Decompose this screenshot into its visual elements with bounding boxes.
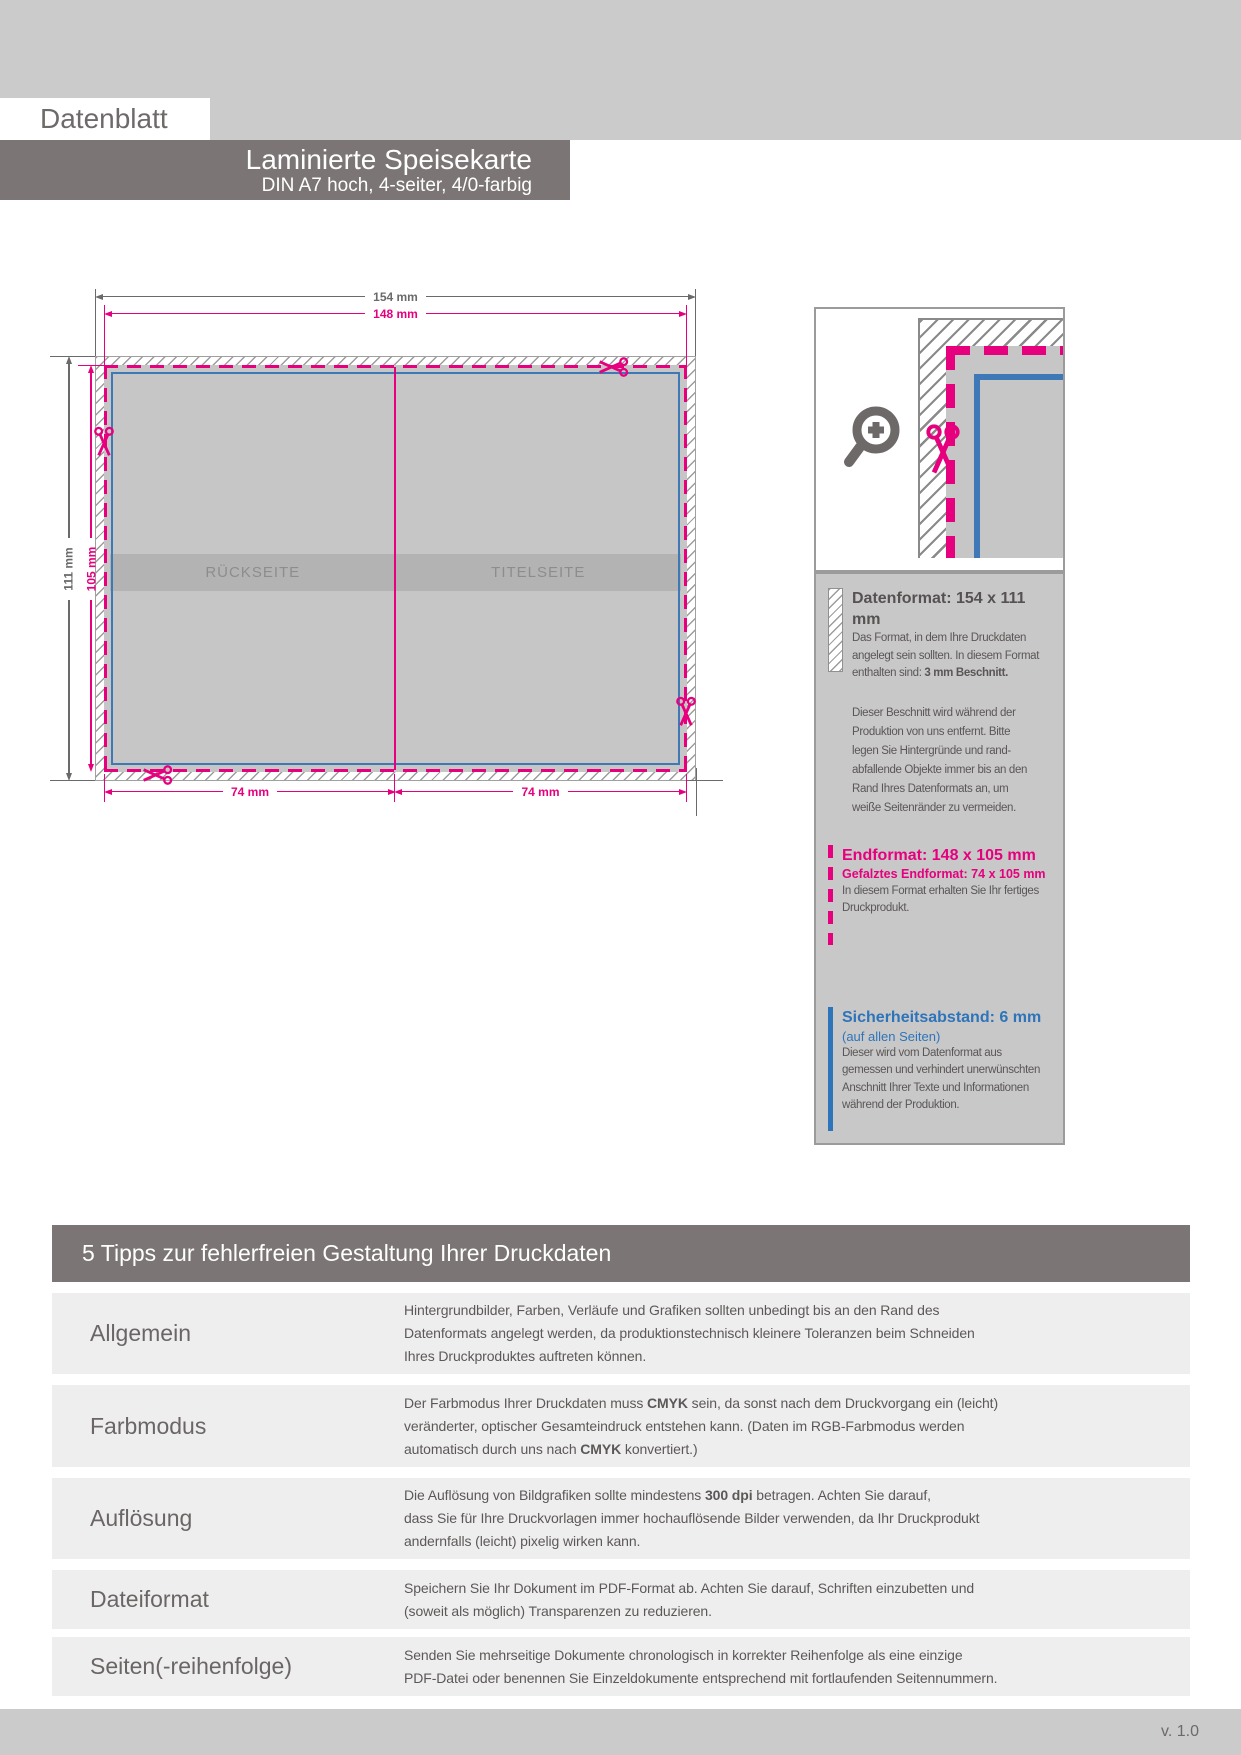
page-label-front: TITELSEITE — [491, 564, 586, 581]
guide-line — [686, 305, 687, 365]
cut-line-swatch-icon — [828, 845, 833, 945]
tips-heading: 5 Tipps zur fehlerfreien Gestaltung Ihrer Druckdaten — [82, 1240, 612, 1266]
scissors-icon — [141, 764, 173, 786]
tip-row-allgemein — [52, 1293, 1190, 1374]
scissors-icon — [93, 426, 115, 458]
tip-row-aufloesung — [52, 1478, 1190, 1559]
endformat-text: In diesem Format erhalten Sie Ihr fertiges Druckprodukt. — [842, 884, 1039, 914]
legend-dataformat — [828, 588, 1057, 683]
version-label: v. 1.0 — [1161, 1723, 1199, 1740]
title-band — [0, 140, 570, 200]
guide-line — [686, 774, 687, 802]
tip-label: Dateiformat — [90, 1586, 209, 1612]
legend-safety — [828, 1007, 1057, 1131]
guide-line — [394, 774, 395, 802]
preview-cut-line — [946, 346, 1063, 355]
tip-text: Speichern Sie Ihr Dokument im PDF-Format ab. Achten Sie darauf, Schriften einzubetten und (soweit als möglich) Transparenzen zu reduzieren. — [404, 1579, 975, 1619]
fold-line — [394, 367, 396, 770]
tip-row-dateiformat — [52, 1570, 1190, 1629]
endformat-subtitle: Gefalztes Endformat: 74 x 105 mm — [842, 866, 1046, 881]
dim-label: 74 mm — [230, 784, 270, 799]
dim-label: 154 mm — [373, 289, 418, 304]
dim-label: 111 mm — [62, 546, 76, 591]
guide-line — [50, 780, 95, 781]
tip-text: Senden Sie mehrseitige Dokumente chronologisch in korrekter Reihenfolge als eine einzige PDF-Datei oder benennen Sie Einzeldokumente entsprechend mit fortlaufenden Seitennummern. — [404, 1646, 998, 1686]
legend-endformat — [828, 845, 1057, 945]
tip-label: Farbmodus — [90, 1412, 207, 1439]
guide-line — [78, 365, 106, 366]
dim-fold-right — [394, 785, 687, 798]
guide-line — [50, 356, 95, 357]
dim-width-end-format — [104, 307, 687, 320]
dim-label: 105 mm — [84, 546, 99, 591]
magnifier-icon — [838, 402, 902, 476]
guide-line — [696, 768, 697, 816]
dataformat-title: Datenformat: 154 x 111 mm — [852, 590, 1026, 628]
legend-panel — [814, 572, 1065, 1145]
preview-safety-line — [974, 374, 1063, 558]
page-label-back: RÜCKSEITE — [205, 564, 301, 581]
bleed-swatch-icon — [828, 588, 843, 672]
tip-row-seitenreihenfolge — [52, 1637, 1190, 1696]
tip-label: Seiten(-reihenfolge) — [90, 1653, 293, 1679]
tips-heading-band — [52, 1225, 1190, 1282]
doc-label: Datenblatt — [40, 103, 168, 134]
scissors-icon — [675, 696, 697, 728]
safety-title: Sicherheitsabstand: 6 mm — [842, 1008, 1042, 1026]
dim-label: 148 mm — [373, 306, 418, 321]
guide-line — [687, 780, 723, 781]
bleed-note-text: Dieser Beschnitt wird während der Produktion von uns entfernt. Bitte legen Sie Hintergründe und rand- abfallende Objekte immer bis an den Rand Ihres Datenformats an, um weiße Seitenränder zu vermeiden. — [852, 706, 1028, 814]
tip-label: Auflösung — [90, 1505, 193, 1531]
safety-subtitle: (auf allen Seiten) — [842, 1028, 941, 1044]
dim-label: 74 mm — [521, 784, 560, 799]
endformat-title: Endformat: 148 x 105 mm — [842, 846, 1036, 864]
scissors-icon — [597, 356, 629, 378]
tip-label: Allgemein — [90, 1320, 191, 1346]
dataformat-text: Das Format, in dem Ihre Druckdaten angelegt sein sollten. In diesem Format enthalten sind: 3 mm Beschnitt. — [852, 632, 1040, 679]
footer-band — [0, 1709, 1241, 1755]
guide-line — [695, 289, 696, 356]
guide-line — [104, 774, 105, 802]
product-subtitle: DIN A7 hoch, 4-seiter, 4/0-farbig — [261, 174, 532, 196]
dim-height-data-format — [61, 356, 77, 781]
dim-width-data-format — [95, 290, 696, 303]
dim-fold-left — [104, 785, 396, 798]
tip-text: Der Farbmodus Ihrer Druckdaten muss CMYK sein, da sonst nach dem Druckvorgang ein (leicht) veränderter, optischer Gesamteindruck entstehen kann. (Daten im RGB-Farbmodus werden automatisch durch uns nach CMYK konvertiert.) — [404, 1394, 999, 1457]
scissors-icon — [925, 420, 961, 480]
product-title: Laminierte Speisekarte — [245, 143, 532, 175]
guide-line — [95, 289, 96, 356]
doc-label-box — [0, 98, 210, 140]
guide-line — [104, 305, 105, 365]
tip-text: Die Auflösung von Bildgrafiken sollte mindestens 300 dpi betragen. Achten Sie darauf, dass Sie für Ihre Druckvorlagen immer hochauflösende Bilder verwenden, da Ihr Druckprodukt andernfalls (leicht) pixelig wirken kann. — [404, 1487, 980, 1549]
safety-text: Dieser wird vom Datenformat aus gemessen und verhindert unerwünschten Anschnitt Ihrer Texte und Informationen während der Produktion. — [842, 1046, 1041, 1111]
safety-line-swatch-icon — [828, 1007, 833, 1131]
tip-row-farbmodus — [52, 1385, 1190, 1467]
tip-text: Hintergrundbilder, Farben, Verläufe und Grafiken sollten unbedingt bis an den Rand des Datenformats angelegt werden, da produktionstechnisch kleinere Toleranzen beim Schneiden Ihres Druckproduktes auftreten können. — [404, 1302, 975, 1364]
